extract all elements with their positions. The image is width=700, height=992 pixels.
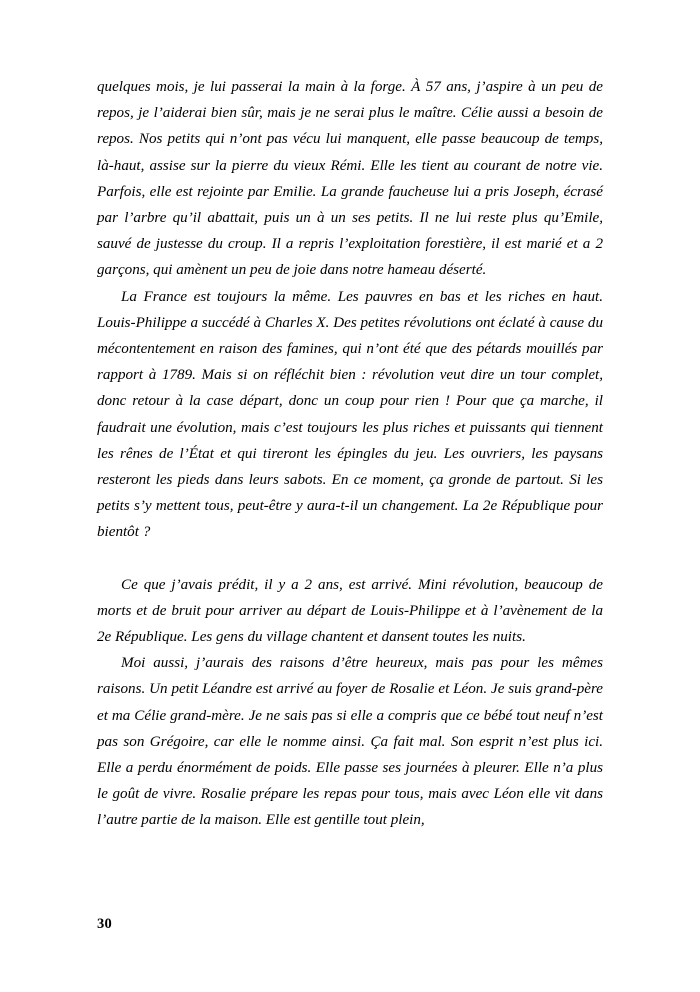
paragraph-break: [97, 546, 603, 572]
page-number: 30: [97, 916, 112, 932]
paragraph: quelques mois, je lui passerai la main à la forge. À 57 ans, j’aspire à un peu de repos, je l’aiderai bien sûr, mais je ne serai plus le maître. Célie aussi a besoin de repos. Nos petits qui n’ont pas vécu lui manquent, elle passe beaucoup de temps, là-haut, assise sur la pierre du vieux Rémi. Elle les tient au courant de notre vie. Parfois, elle est rejointe par Emilie. La grande faucheuse lui a pris Joseph, écrasé par l’arbre qu’il abattait, puis un à un ses petits. Il ne lui reste plus qu’Emile, sauvé de justesse du croup. Il a repris l’exploitation forestière, il est marié et a 2 garçons, qui amènent un peu de joie dans notre hameau déserté.: [97, 79, 603, 279]
page-body: [97, 74, 603, 834]
paragraph: Moi aussi, j’aurais des raisons d’être heureux, mais pas pour les mêmes raisons. Un petit Léandre est arrivé au foyer de Rosalie et Léon. Je suis grand-père et ma Célie grand-mère. Je ne sais pas si elle a compris que ce bébé tout neuf n’est pas son Grégoire, car elle le nomme ainsi. Ça fait mal. Son esprit n’est plus ici. Elle a perdu énormément de poids. Elle passe ses journées à pleurer. Elle n’a plus le goût de vivre. Rosalie prépare les repas pour tous, mais avec Léon elle vit dans l’autre partie de la maison. Elle est gentille tout plein,: [97, 655, 603, 829]
paragraph: La France est toujours la même. Les pauvres en bas et les riches en haut. Louis-Philippe a succédé à Charles X. Des petites révolutions ont éclaté à cause du mécontentement en raison des famines, qui n’ont été que des pétards mouillés par rapport à 1789. Mais si on réfléchit bien : révolution veut dire un tour complet, donc retour à la case départ, donc un coup pour rien ! Pour que ça marche, il faudrait une évolution, mais c’est toujours les plus riches et puissants qui tiennent les rênes de l’État et qui tireront les épingles du jeu. Les ouvriers, les paysans resteront les pieds dans leurs sabots. En ce moment, ça gronde de partout. Si les petits s’y mettent tous, peut-être y aura-t-il un changement. La 2e République pour bientôt ?: [97, 288, 603, 541]
paragraph: Ce que j’avais prédit, il y a 2 ans, est arrivé. Mini révolution, beaucoup de morts et de bruit pour arriver au départ de Louis-Philippe et à l’avènement de la 2e République. Les gens du village chantent et dansent toutes les nuits.: [97, 576, 603, 646]
